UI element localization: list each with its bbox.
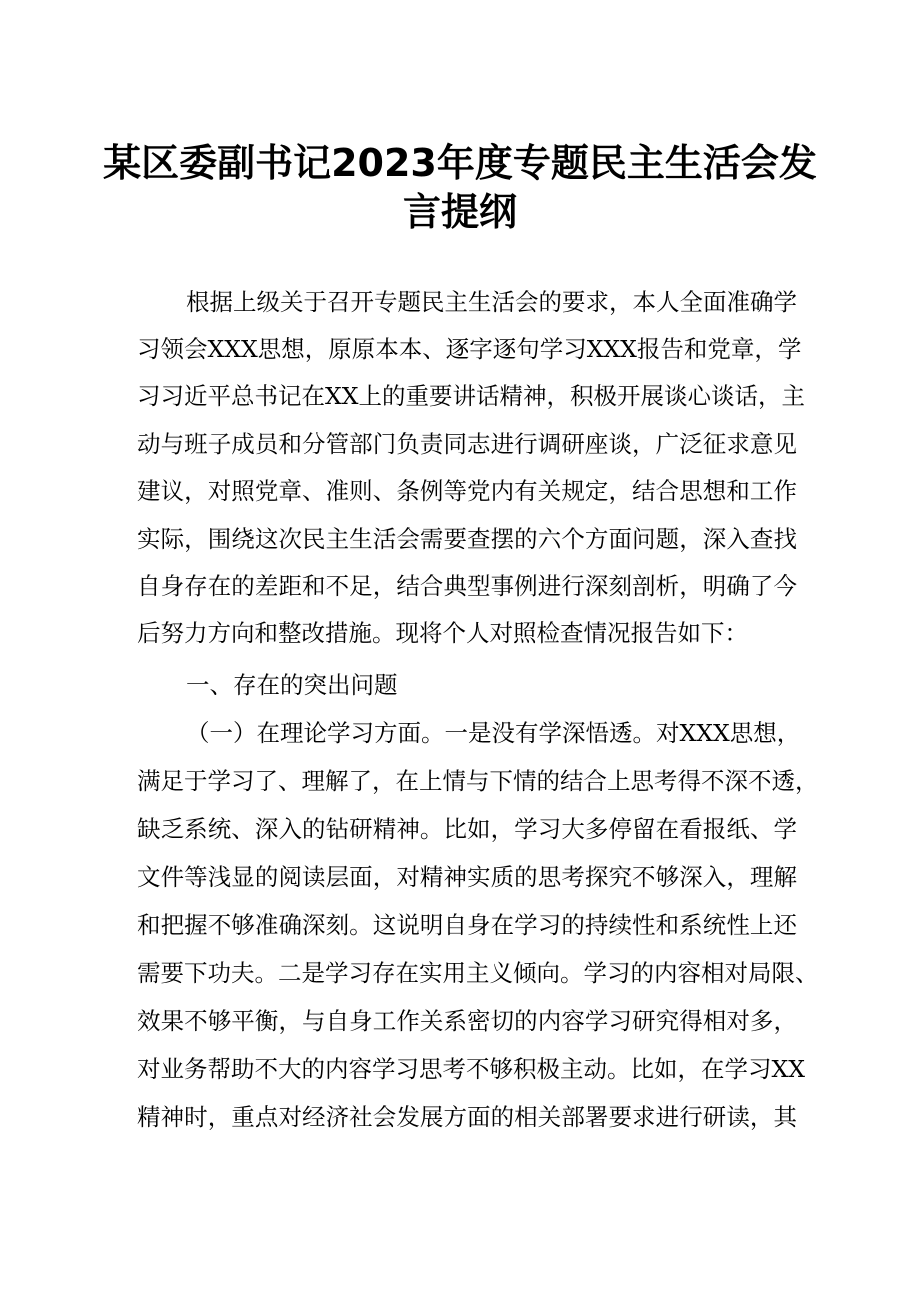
paragraph-line: （一）在理论学习方面。一是没有学深悟透。对XXX思想， bbox=[186, 719, 801, 747]
paragraph-line: 精神时，重点对经济社会发展方面的相关部署要求进行研读，其 bbox=[137, 1103, 797, 1131]
paragraph-line: 缺乏系统、深入的钻研精神。比如，学习大多停留在看报纸、学 bbox=[137, 815, 797, 843]
paragraph-line: 建议，对照党章、准则、条例等党内有关规定，结合思想和工作 bbox=[137, 477, 797, 505]
document-title-line-2: 言提纲 bbox=[402, 190, 517, 234]
paragraph-line: 后努力方向和整改措施。现将个人对照检查情况报告如下： bbox=[137, 619, 748, 647]
paragraph-line: 根据上级关于召开专题民主生活会的要求，本人全面准确学 bbox=[186, 288, 797, 316]
paragraph-line: 动与班子成员和分管部门负责同志进行调研座谈，广泛征求意见 bbox=[137, 430, 797, 458]
paragraph-line: 需要下功夫。二是学习存在实用主义倾向。学习的内容相对局限、 bbox=[137, 959, 819, 987]
paragraph-line: 实际，围绕这次民主生活会需要查摆的六个方面问题，深入查找 bbox=[137, 525, 797, 553]
section-heading: 一、存在的突出问题 bbox=[186, 671, 398, 699]
paragraph-line: 对业务帮助不大的内容学习思考不够积极主动。比如，在学习XX bbox=[137, 1055, 805, 1083]
paragraph-line: 满足于学习了、理解了，在上情与下情的结合上思考得不深不透， bbox=[137, 767, 819, 795]
paragraph-line: 和把握不够准确深刻。这说明自身在学习的持续性和系统性上还 bbox=[137, 911, 797, 939]
document-title-line-1: 某区委副书记2023年度专题民主生活会发 bbox=[103, 141, 817, 185]
paragraph-line: 文件等浅显的阅读层面，对精神实质的思考探究不够深入，理解 bbox=[137, 863, 797, 891]
paragraph-line: 习习近平总书记在XX上的重要讲话精神，积极开展谈心谈话，主 bbox=[137, 382, 805, 410]
paragraph-line: 习领会XXX思想，原原本本、逐字逐句学习XXX报告和党章，学 bbox=[137, 335, 802, 363]
paragraph-line: 自身存在的差距和不足，结合典型事例进行深刻剖析，明确了今 bbox=[137, 572, 797, 600]
paragraph-line: 效果不够平衡，与自身工作关系密切的内容学习研究得相对多， bbox=[137, 1007, 797, 1035]
